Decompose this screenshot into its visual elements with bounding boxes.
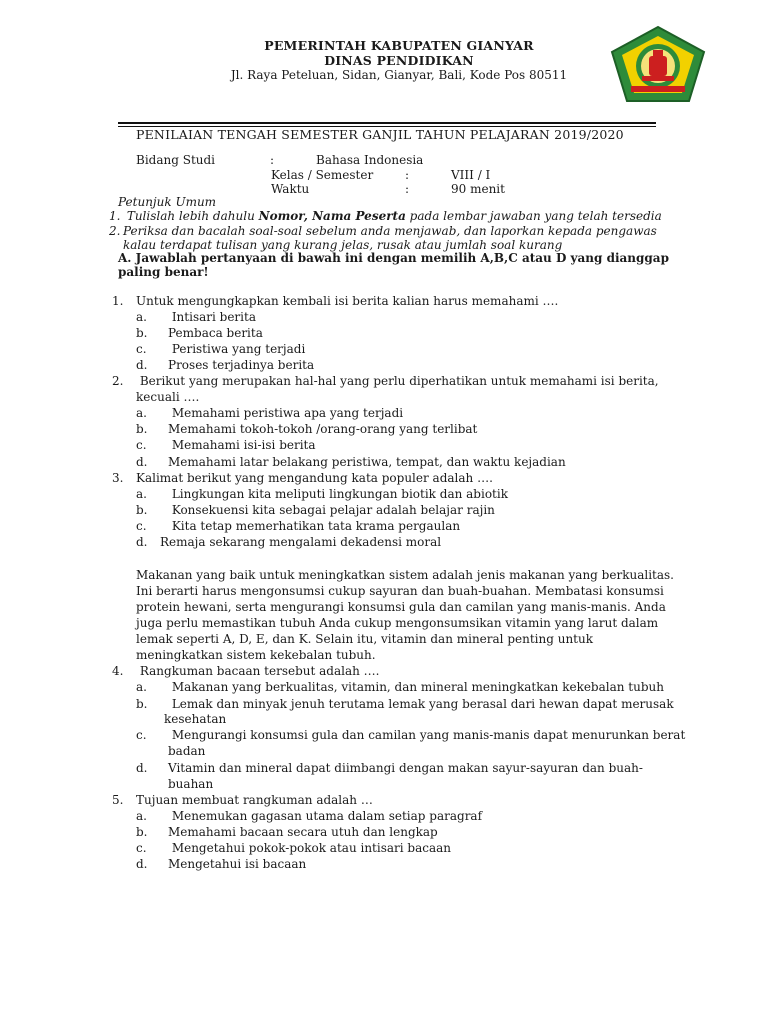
option-letter: d. — [136, 455, 148, 469]
option-text: Menemukan gagasan utama dalam setiap paragraf — [168, 809, 483, 823]
question-5-option-a — [136, 809, 482, 823]
kelas-semester-label: Kelas / Semester — [271, 168, 374, 182]
question-2 — [112, 374, 659, 388]
question-3-option-b — [136, 503, 495, 517]
option-letter: d. — [136, 535, 148, 549]
option-letter: a. — [136, 406, 147, 420]
question-5-number: 5. — [112, 793, 124, 807]
question-2-text: Berikut yang merupakan hal-hal yang perlu diperhatikan untuk memahami isi berita, — [136, 374, 659, 388]
petunjuk-item-2-num: 2. — [109, 224, 121, 238]
question-4-option-d — [136, 761, 643, 775]
gianyar-crest-logo — [609, 24, 707, 104]
question-4-option-b — [136, 697, 674, 711]
petunjuk-item-1-num: 1. — [109, 209, 121, 223]
question-5-option-c — [136, 841, 451, 855]
kelas-semester-colon: : — [405, 168, 410, 182]
question-2-option-a — [136, 406, 403, 420]
petunjuk-item-1-text-bold: Nomor, Nama Peserta — [258, 209, 406, 223]
bidang-studi-value: Bahasa Indonesia — [316, 153, 424, 167]
option-text: Memahami tokoh-tokoh /orang-orang yang terlibat — [168, 422, 478, 436]
option-text: Mengetahui pokok-pokok atau intisari bacaan — [168, 841, 452, 855]
option-text: Konsekuensi kita sebagai pelajar adalah belajar rajin — [168, 503, 495, 517]
kelas-semester-value: VIII / I — [451, 168, 491, 182]
question-3-text: Kalimat berikut yang mengandung kata populer adalah …. — [136, 471, 493, 485]
header-rule-thick — [118, 122, 656, 124]
option-text: Pembaca berita — [168, 326, 263, 340]
petunjuk-title: Petunjuk Umum — [118, 195, 217, 209]
option-text: Proses terjadinya berita — [168, 358, 315, 372]
petunjuk-item-1-text-c: pada lembar jawaban yang telah tersedia — [405, 209, 662, 223]
option-letter: d. — [136, 358, 148, 372]
question-1-option-a — [136, 310, 256, 324]
question-1-number: 1. — [112, 294, 124, 308]
header-line-2: DINAS PENDIDIKAN — [324, 53, 474, 68]
question-3-option-a — [136, 487, 508, 501]
question-2-option-b — [136, 422, 477, 436]
question-4-number: 4. — [112, 664, 124, 678]
question-5-option-d — [136, 857, 306, 871]
question-4-option-c-cont: badan — [168, 744, 206, 758]
question-1-option-c — [136, 342, 305, 356]
section-a-instruction-2: paling benar! — [118, 265, 209, 279]
passage-line-6: meningkatkan sistem kekebalan tubuh. — [136, 648, 376, 662]
question-3-number: 3. — [112, 471, 124, 485]
option-letter: a. — [136, 809, 147, 823]
passage-line-4: juga perlu memastikan tubuh Anda cukup mengonsumsikan vitamin yang larut dalam — [136, 616, 659, 630]
passage-line-1: Makanan yang baik untuk meningkatkan sistem adalah jenis makanan yang berkualitas. — [136, 568, 674, 582]
question-1-option-d — [136, 358, 314, 372]
option-letter: a. — [136, 310, 147, 324]
question-4 — [112, 664, 379, 678]
option-text: Memahami isi-isi berita — [168, 438, 316, 452]
question-4-option-b-cont: kesehatan — [164, 712, 227, 726]
option-letter: a. — [136, 680, 147, 694]
waktu-value: 90 menit — [451, 182, 505, 196]
option-text: Mengetahui isi bacaan — [168, 857, 307, 871]
option-text: Remaja sekarang mengalami dekadensi moral — [160, 535, 442, 549]
option-letter: b. — [136, 503, 148, 517]
option-text: Kita tetap memerhatikan tata krama pergaulan — [168, 519, 461, 533]
question-4-option-d-cont: buahan — [168, 777, 214, 791]
option-letter: b. — [136, 422, 148, 436]
option-text: Memahami bacaan secara utuh dan lengkap — [168, 825, 438, 839]
question-4-option-a — [136, 680, 664, 694]
question-1-option-b — [136, 326, 263, 340]
question-2-number: 2. — [112, 374, 124, 388]
bidang-studi-label: Bidang Studi — [136, 153, 216, 167]
section-a-instruction-1: A. Jawablah pertanyaan di bawah ini dengan memilih A,B,C atau D yang dianggap — [118, 251, 669, 265]
petunjuk-item-2-cont: kalau terdapat tulisan yang kurang jelas, rusak atau jumlah soal kurang — [123, 238, 563, 252]
question-2-text-cont: kecuali …. — [136, 390, 200, 404]
question-3-option-d — [136, 535, 441, 549]
option-text: Vitamin dan mineral dapat diimbangi dengan makan sayur-sayuran dan buah- — [168, 761, 643, 775]
question-5-text: Tujuan membuat rangkuman adalah … — [136, 793, 373, 807]
petunjuk-item-1-text-a: Tulislah lebih dahulu — [126, 209, 259, 223]
option-letter: c. — [136, 342, 147, 356]
bidang-studi-colon: : — [270, 153, 275, 167]
option-text: Peristiwa yang terjadi — [168, 342, 306, 356]
option-text: Lemak dan minyak jenuh terutama lemak yang berasal dari hewan dapat merusak — [168, 697, 674, 711]
option-letter: b. — [136, 697, 148, 711]
petunjuk-item-1 — [109, 209, 662, 223]
question-1 — [112, 294, 558, 308]
option-text: Mengurangi konsumsi gula dan camilan yang manis-manis dapat menurunkan berat — [168, 728, 686, 742]
question-1-text: Untuk mengungkapkan kembali isi berita kalian harus memahami …. — [136, 294, 559, 308]
option-text: Intisari berita — [168, 310, 256, 324]
passage-line-3: protein hewani, serta mengurangi konsumsi gula dan camilan yang manis-manis. Anda — [136, 600, 666, 614]
option-letter: b. — [136, 825, 148, 839]
question-4-text: Rangkuman bacaan tersebut adalah …. — [136, 664, 380, 678]
question-5-option-b — [136, 825, 438, 839]
option-text: Makanan yang berkualitas, vitamin, dan mineral meningkatkan kekebalan tubuh — [168, 680, 664, 694]
option-letter: b. — [136, 326, 148, 340]
question-3-option-c — [136, 519, 460, 533]
question-4-option-c — [136, 728, 685, 742]
waktu-label: Waktu — [271, 182, 310, 196]
option-text: Memahami latar belakang peristiwa, tempat, dan waktu kejadian — [168, 455, 566, 469]
option-letter: c. — [136, 728, 147, 742]
passage-line-2: Ini berarti harus mengonsumsi cukup sayuran dan buah-buahan. Membatasi konsumsi — [136, 584, 664, 598]
option-text: Lingkungan kita meliputi lingkungan biotik dan abiotik — [168, 487, 508, 501]
question-2-option-c — [136, 438, 316, 452]
petunjuk-item-2 — [109, 224, 657, 238]
option-letter: d. — [136, 857, 148, 871]
option-letter: c. — [136, 841, 147, 855]
option-letter: d. — [136, 761, 148, 775]
option-letter: c. — [136, 438, 147, 452]
exam-title: PENILAIAN TENGAH SEMESTER GANJIL TAHUN PELAJARAN 2019/2020 — [136, 127, 624, 142]
option-letter: c. — [136, 519, 147, 533]
passage-line-5: lemak seperti A, D, E, dan K. Selain itu, vitamin dan mineral penting untuk — [136, 632, 594, 646]
petunjuk-item-2-line-1: Periksa dan bacalah soal-soal sebelum anda menjawab, dan laporkan kepada pengawas — [123, 224, 657, 238]
waktu-colon: : — [405, 182, 410, 196]
option-letter: a. — [136, 487, 147, 501]
question-2-option-d — [136, 455, 566, 469]
header-address: Jl. Raya Peteluan, Sidan, Gianyar, Bali, Kode Pos 80511 — [230, 68, 568, 82]
header-line-1: PEMERINTAH KABUPATEN GIANYAR — [264, 38, 534, 53]
question-5 — [112, 793, 373, 807]
option-text: Memahami peristiwa apa yang terjadi — [168, 406, 404, 420]
question-3 — [112, 471, 493, 485]
